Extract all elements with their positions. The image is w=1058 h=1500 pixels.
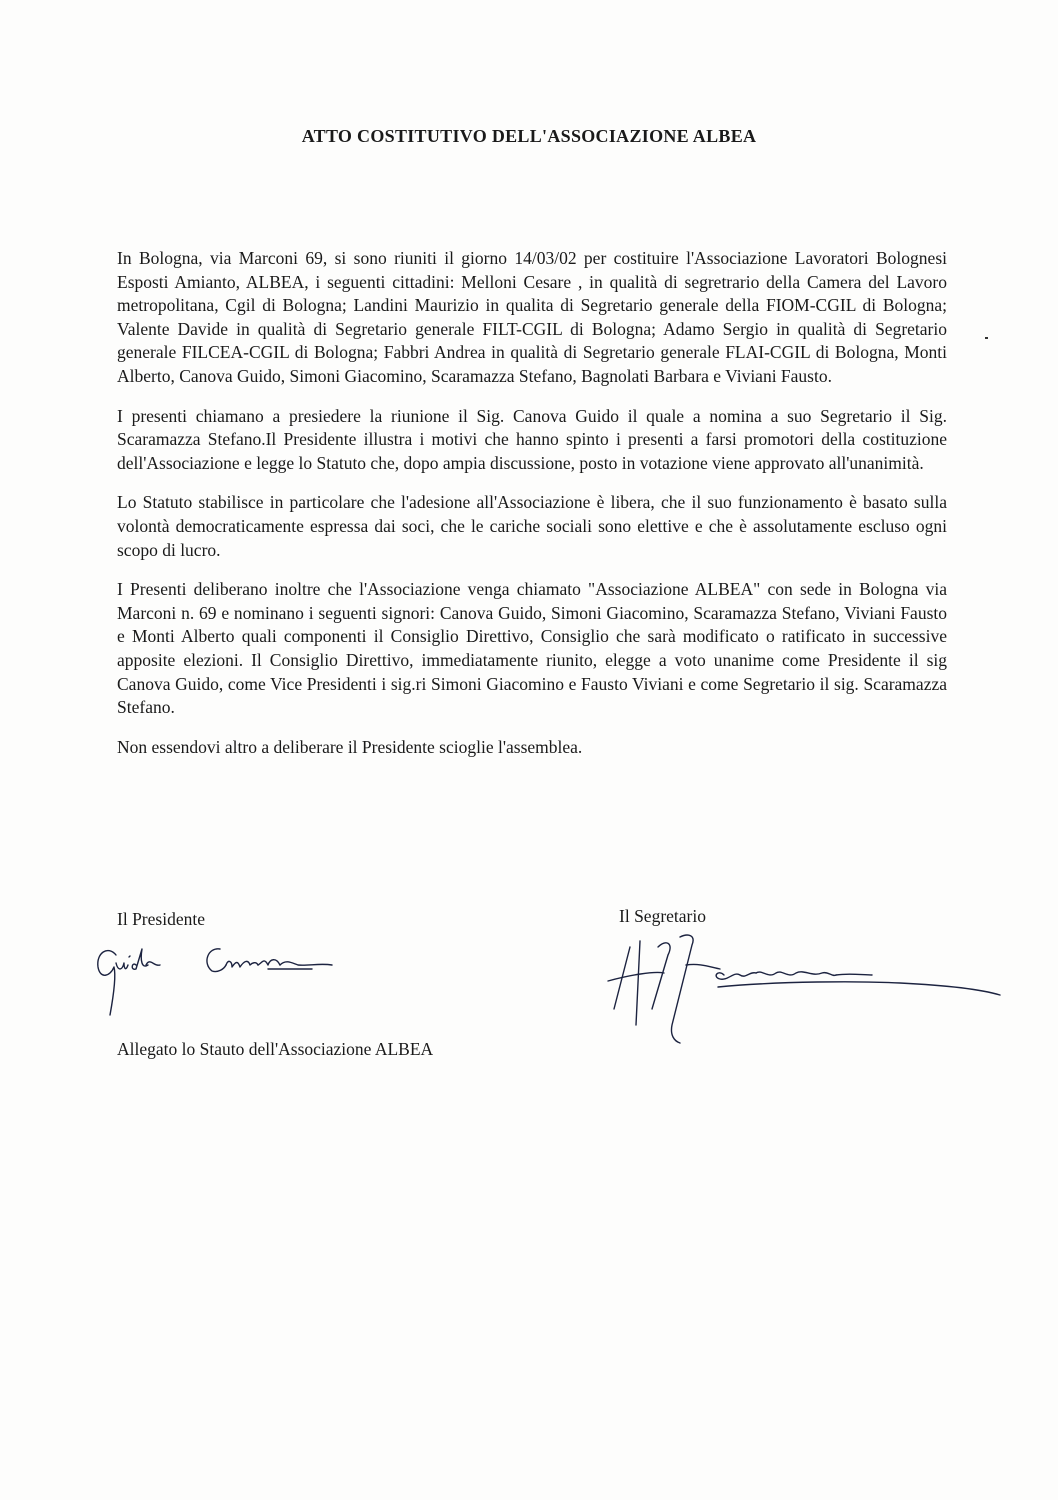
document-body: [117, 247, 947, 775]
paragraph-meeting-chair: I presenti chiamano a presiedere la riunione il Sig. Canova Guido il quale a nomina a suo Segretario il Sig. Scaramazza Stefano.Il Presidente illustra i motivi che hanno spinto i presenti a farsi promotori della costituzione dell'Associazione e legge lo Statuto che, dopo ampia discussione, posto in votazione viene approvato all'unanimità.: [117, 405, 947, 473]
paragraph-closing: Non essendovi altro a deliberare il Presidente scioglie l'assemblea.: [117, 736, 583, 757]
paragraph-board: I Presenti deliberano inoltre che l'Associazione venga chiamato "Associazione ALBEA" con sede in Bologna via Marconi n. 69 e nominano i seguenti signori: Canova Guido, Simoni Giacomino, Scaramazza Stefano, Viviani Fausto e Monti Alberto quali componenti il Consiglio Direttivo, Consiglio che sarà modificato o ratificato in successive apposite elezioni. Il Consiglio Direttivo, immediatamente riunito, elegge a voto unanime come Presidente il sig Canova Guido, come Vice Presidenti i sig.ri Simoni Giacomino e Fausto Viviani e come Segretario il sig. Scaramazza Stefano.: [117, 579, 947, 718]
paragraph-founding: In Bologna, via Marconi 69, si sono riuniti il giorno 14/03/02 per costituire l'Associazione Lavoratori Bolognesi Esposti Amianto, ALBEA, i seguenti cittadini: Melloni Cesare , in qualità di segretrario della Camera del Lavoro metropolitana, Cgil di Bologna; Landini Maurizio in qualita di Segretario generale della FIOM-CGIL di Bologna; Valente Davide in qualità di Segretario generale FILT-CGIL di Bologna; Adamo Sergio in qualità di Segretario generale FILCEA-CGIL di Bologna; Fabbri Andrea in qualità di Segretario generale FLAI-CGIL di Bologna, Monti Alberto, Canova Guido, Simoni Giacomino, Scaramazza Stefano, Bagnolati Barbara e Viviani Fausto.: [117, 248, 947, 386]
secretary-label: Il Segretario: [619, 906, 706, 926]
attachment-note: Allegato lo Stauto dell'Associazione ALBEA: [117, 1039, 434, 1059]
secretary-signature: [600, 925, 1010, 1050]
president-label: Il Presidente: [117, 909, 205, 929]
president-signature: [90, 935, 350, 1025]
scan-speck: [985, 337, 988, 339]
paragraph-statute: Lo Statuto stabilisce in particolare che l'adesione all'Associazione è libera, che il suo funzionamento è basato sulla volontà democraticamente espressa dai soci, che le cariche sociali sono elettive e che è assolutamente escluso ogni scopo di lucro.: [117, 492, 947, 560]
document-title: ATTO COSTITUTIVO DELL'ASSOCIAZIONE ALBEA: [301, 126, 757, 146]
